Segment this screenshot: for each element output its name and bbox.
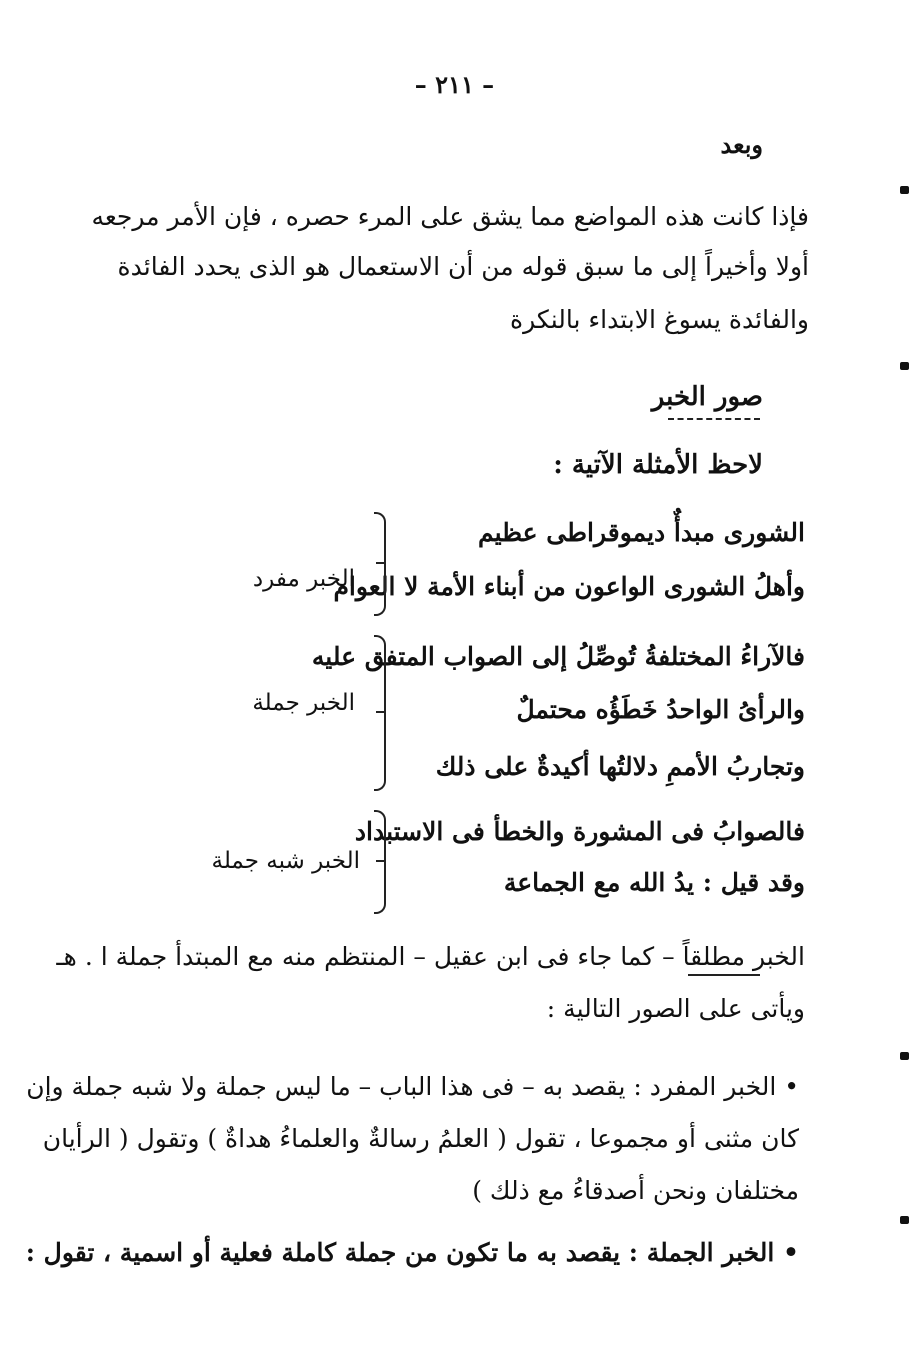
group-label: الخبر مفرد (252, 566, 355, 592)
example-line: فالآراءُ المختلفةُ تُوصِّلُ إلى الصواب المتفق عليه (311, 642, 805, 671)
definition-line: ويأتى على الصور التالية : (546, 994, 805, 1023)
group-label: الخبر جملة (252, 690, 355, 716)
margin-mark (900, 186, 909, 194)
example-line: والرأىُ الواحدُ خَطَؤُه محتملٌ (516, 695, 805, 724)
bullet-line: • الخبر الجملة : يقصد به ما تكون من جملة كاملة فعلية أو اسمية ، تقول : (25, 1238, 799, 1267)
page-number: – ٢١١ – (414, 70, 495, 99)
group-brace (374, 635, 386, 791)
group-brace (374, 512, 386, 616)
margin-mark (900, 362, 909, 370)
brace-tip (376, 860, 384, 862)
example-line: الشورى مبدأٌ ديموقراطى عظيم (477, 518, 805, 547)
intro-word: وبعد (720, 130, 763, 159)
bullet-line: • الخبر المفرد : يقصد به – فى هذا الباب – ما ليس جملة ولا شبه جملة وإن (26, 1072, 799, 1101)
brace-tip (376, 562, 384, 564)
paragraph-line: فإذا كانت هذه المواضع مما يشق على المرء حصره ، فإن الأمر مرجعه (91, 202, 809, 231)
brace-tip (376, 711, 384, 713)
paragraph-line: أولا وأخيراً إلى ما سبق قوله من أن الاستعمال هو الذى يحدد الفائدة (117, 252, 809, 281)
section-heading: صور الخبر (651, 382, 763, 412)
definition-line: الخبر مطلقاً – كما جاء فى ابن عقيل – المنتظم منه مع المبتدأ جملة ا . هـ (56, 942, 805, 971)
example-line: وأهلُ الشورى الواعون من أبناء الأمة لا العوام (333, 572, 805, 601)
definition-underline (688, 974, 760, 976)
group-label: الخبر شبه جملة (211, 848, 360, 874)
group-brace (374, 810, 386, 914)
margin-mark (900, 1216, 909, 1224)
bullet-line: مختلفان ونحن أصدقاءُ مع ذلك ) (472, 1176, 799, 1205)
example-line: وقد قيل : يدُ الله مع الجماعة (503, 868, 805, 897)
examples-intro: لاحظ الأمثلة الآتية : (553, 450, 763, 480)
heading-underline (668, 418, 760, 420)
example-line: وتجاربُ الأممِ دلالتُها أكيدةٌ على ذلك (435, 752, 805, 781)
paragraph-line: والفائدة يسوغ الابتداء بالنكرة (510, 305, 809, 334)
bullet-line: كان مثنى أو مجموعا ، تقول ( العلمُ رسالةٌ والعلماءُ هداةٌ ) وتقول ( الرأيان (42, 1124, 799, 1153)
margin-mark (900, 1052, 909, 1060)
example-line: فالصوابُ فى المشورة والخطأ فى الاستبداد (354, 817, 805, 846)
